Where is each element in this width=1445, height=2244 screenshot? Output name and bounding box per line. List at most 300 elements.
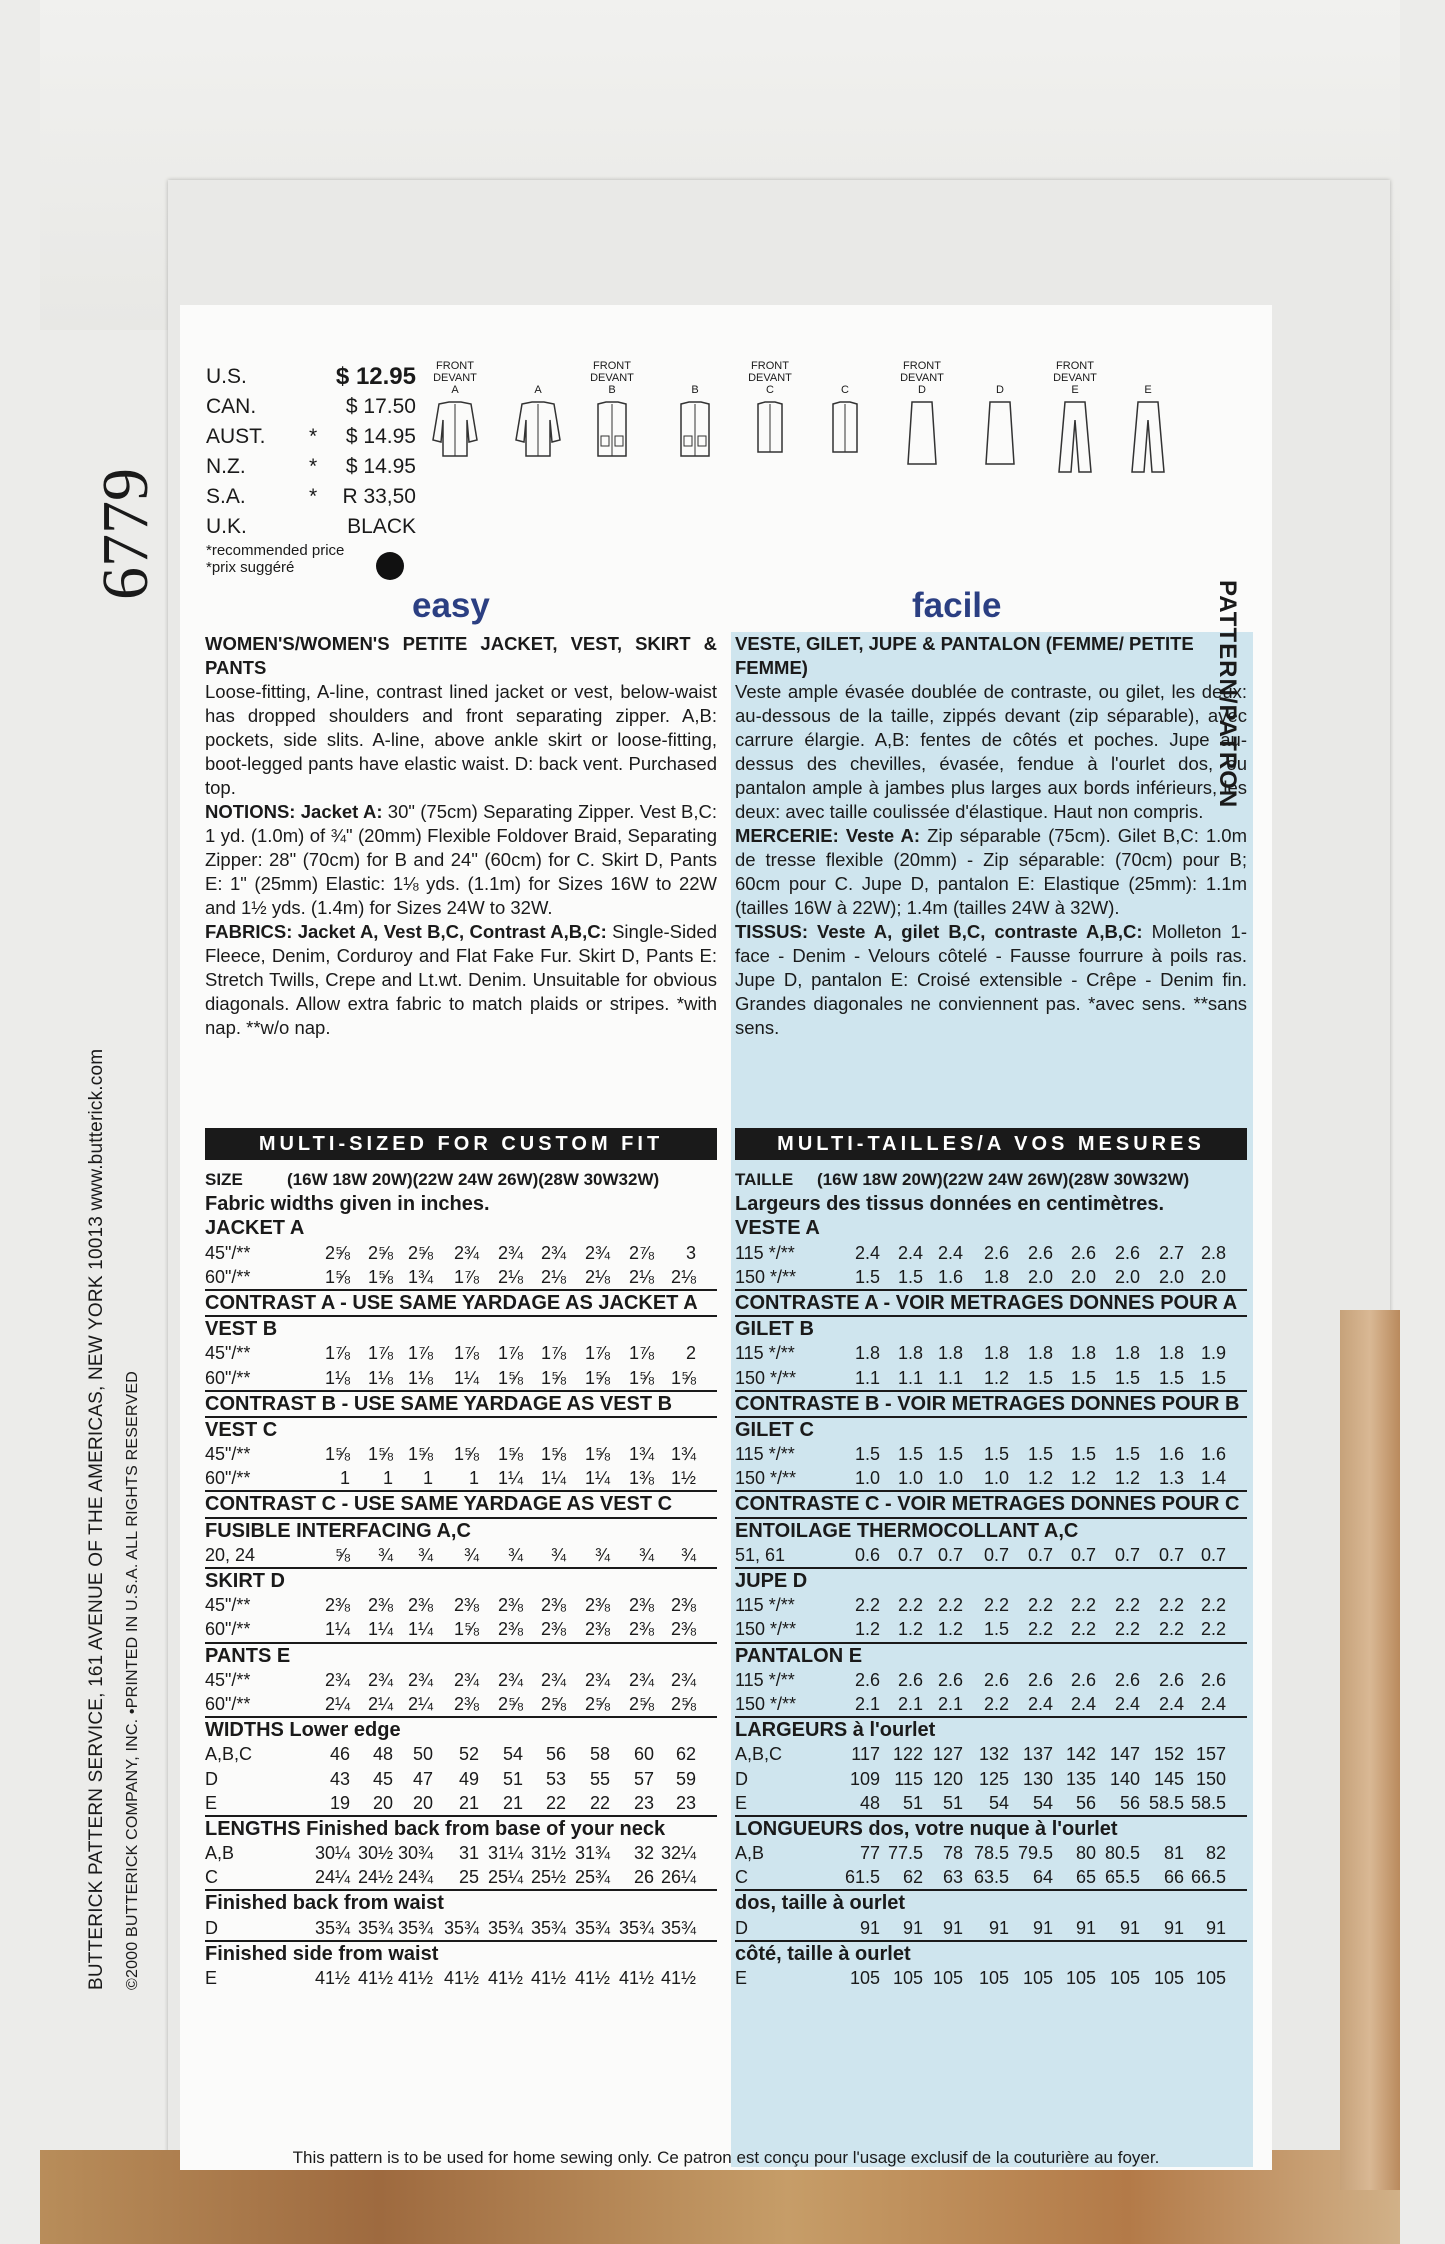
row-label: JACKET A (205, 1217, 305, 1240)
table-cell: 1.8 (1158, 1343, 1184, 1364)
table-cell: 1¾ (407, 1266, 433, 1287)
row-label: D (735, 1917, 748, 1938)
table-row (735, 1366, 1247, 1392)
sketch-devant-label: DEVANT (748, 372, 792, 384)
row-label: 150 */** (735, 1619, 797, 1640)
table-cell: 1.6 (937, 1266, 963, 1287)
table-cell: 35¾ (397, 1917, 433, 1938)
row-label: A,B (205, 1843, 235, 1864)
table-row (735, 1569, 1247, 1593)
table-cell: 63 (942, 1867, 963, 1888)
table-row (205, 1942, 717, 1966)
row-label: 45"/** (205, 1343, 251, 1364)
sketch-devant-label (503, 372, 573, 384)
table-cell: 120 (932, 1768, 963, 1789)
table-cell: 2¾ (497, 1669, 523, 1690)
table-cell: 0.7 (897, 1544, 923, 1565)
garment-icon (503, 400, 573, 476)
table-cell: 0.7 (1158, 1544, 1184, 1565)
table-cell: 1 (468, 1468, 479, 1489)
table-cell: 1.5 (854, 1444, 880, 1465)
sketch-devant-label (965, 372, 1035, 384)
table-cell: 2¾ (670, 1669, 696, 1690)
row-label: 60"/** (205, 1266, 251, 1287)
table-cell: 0.7 (1200, 1544, 1226, 1565)
table-cell: 1.2 (983, 1367, 1009, 1388)
table-cell: 2.6 (1027, 1669, 1053, 1690)
table-row (735, 1593, 1247, 1617)
price-value: $ 14.95 (345, 455, 416, 478)
table-cell: 35¾ (574, 1917, 610, 1938)
row-label: 115 */** (735, 1242, 795, 1263)
table-cell: 0.7 (1070, 1544, 1096, 1565)
table-row (205, 1366, 717, 1392)
table-cell: 2⅝ (497, 1693, 523, 1714)
table-cell: 25 (458, 1867, 479, 1888)
table-cell: ⅝ (334, 1544, 350, 1565)
row-label: TAILLE (735, 1170, 794, 1189)
row-label: A,B (735, 1843, 765, 1864)
french-notions-label: MERCERIE: Veste A: (735, 825, 921, 846)
table-cell: 35¾ (487, 1917, 523, 1938)
table-cell: 1⅞ (367, 1343, 393, 1364)
garment-icon (577, 400, 647, 476)
table-cell: 2⅜ (540, 1619, 566, 1640)
row-label: PANTS E (205, 1644, 291, 1667)
sketch-view-c (810, 360, 880, 476)
table-cell: 2.2 (854, 1595, 880, 1616)
table-cell: 2¾ (584, 1242, 610, 1263)
garment-icon (1040, 400, 1110, 476)
table-cell: 1⅞ (324, 1343, 350, 1364)
price-note: *prix suggéré (206, 559, 295, 576)
sketch-letter: C (766, 384, 774, 396)
table-cell: 1.6 (1200, 1444, 1226, 1465)
table-cell: 1¼ (324, 1619, 350, 1640)
table-row (735, 1916, 1247, 1942)
table-row (205, 1341, 717, 1365)
table-cell: 1.8 (1070, 1343, 1096, 1364)
table-cell: 1⅝ (453, 1444, 479, 1465)
table-cell: 1.5 (854, 1266, 880, 1287)
price-country: U.K. (206, 515, 247, 538)
table-cell: 2.4 (1070, 1693, 1096, 1714)
english-fabrics-label: FABRICS: Jacket A, Vest B,C, Contrast A,B,C: (205, 921, 607, 942)
sketch-letter: A (534, 384, 542, 396)
table-row (205, 1241, 717, 1265)
row-label: SKIRT D (205, 1570, 285, 1592)
table-cell: 137 (1022, 1744, 1053, 1765)
table-cell: 0.7 (937, 1544, 963, 1565)
table-cell: 54 (502, 1744, 523, 1765)
table-cell: 2.6 (1114, 1242, 1140, 1263)
table-cell: 2¾ (453, 1242, 479, 1263)
table-cell: 1.5 (1114, 1444, 1140, 1465)
table-cell: 2.6 (854, 1669, 880, 1690)
table-row (205, 1891, 717, 1915)
publisher-copyright: ©2000 BUTTERICK COMPANY, INC. •PRINTED IN U.S.A. ALL RIGHTS RESERVED (124, 1371, 141, 1990)
table-cell: 1⅝ (497, 1367, 523, 1388)
table-row (735, 1291, 1247, 1317)
row-label: JUPE D (735, 1570, 808, 1592)
table-cell: 1.8 (983, 1266, 1009, 1287)
size-ranges: (16W 18W 20W)(22W 24W 26W)(28W 30W32W) (817, 1170, 1190, 1189)
table-cell: 1.2 (1114, 1468, 1140, 1489)
english-banner: MULTI-SIZED FOR CUSTOM FIT (205, 1128, 717, 1160)
sketch-devant-label (810, 372, 880, 384)
table-cell: 56 (1119, 1792, 1140, 1813)
table-cell: 2.6 (1200, 1669, 1226, 1690)
table-cell: 1.0 (897, 1468, 923, 1489)
table-row (205, 1617, 717, 1643)
table-cell: 2.4 (1158, 1693, 1184, 1714)
row-label: E (205, 1968, 218, 1988)
table-cell: 1 (382, 1468, 393, 1489)
table-cell: 50 (412, 1744, 433, 1765)
garment-icon (1113, 400, 1183, 476)
table-cell: 125 (978, 1768, 1009, 1789)
english-notions (205, 800, 717, 920)
table-cell: 2.4 (937, 1242, 963, 1263)
table-cell: 1⅝ (324, 1266, 350, 1287)
table-cell: ¾ (507, 1544, 523, 1565)
table-cell: 91 (1163, 1917, 1184, 1938)
table-cell: 2⅜ (453, 1693, 479, 1714)
table-cell: 2¾ (497, 1242, 523, 1263)
table-cell: 2.6 (937, 1669, 963, 1690)
price-value: $ 12.95 (335, 363, 416, 390)
table-cell: 82 (1205, 1843, 1226, 1864)
table-cell: 2⅜ (497, 1619, 523, 1640)
table-cell: 1⅝ (628, 1367, 654, 1388)
table-cell: 2⅛ (670, 1266, 696, 1287)
table-cell: 1.8 (1027, 1343, 1053, 1364)
table-cell: 2.0 (1158, 1266, 1184, 1287)
table-cell: 2.2 (1070, 1619, 1096, 1640)
table-cell: 2⅛ (628, 1266, 654, 1287)
table-cell: 53 (545, 1768, 566, 1789)
french-title: VESTE, GILET, JUPE & PANTALON (FEMME/ PETITE FEMME) (735, 633, 1194, 678)
table-cell: 35¾ (443, 1917, 479, 1938)
black-dot-icon (376, 552, 404, 580)
table-cell: 51 (942, 1792, 963, 1813)
price-country: CAN. (206, 395, 257, 418)
table-cell: 35¾ (357, 1917, 393, 1938)
sketch-view-c (735, 360, 805, 476)
table-row (205, 1865, 717, 1891)
table-cell: 2⅝ (324, 1242, 350, 1263)
table-cell: 63.5 (973, 1867, 1009, 1888)
row-label: 115 */** (735, 1669, 795, 1690)
table-row (735, 1692, 1247, 1718)
price-country: N.Z. (206, 455, 246, 478)
table-cell: 91 (1075, 1917, 1096, 1938)
table-cell: 1.5 (897, 1444, 923, 1465)
table-cell: 130 (1022, 1768, 1053, 1789)
easy-label: easy (412, 586, 490, 625)
table-row (735, 1865, 1247, 1891)
table-row (735, 1817, 1247, 1841)
sketch-letter: B (691, 384, 699, 396)
price-value: $ 17.50 (345, 395, 416, 418)
sketch-view-d (965, 360, 1035, 476)
table-row (735, 1644, 1247, 1668)
table-cell: 65.5 (1104, 1867, 1140, 1888)
table-cell: 1.0 (983, 1468, 1009, 1489)
table-cell: 22 (589, 1792, 610, 1813)
table-cell: ¾ (377, 1544, 393, 1565)
english-yardage-table (205, 1168, 717, 1990)
row-label: 51, 61 (735, 1544, 786, 1565)
table-cell: 23 (675, 1792, 696, 1813)
table-cell: ¾ (463, 1544, 479, 1565)
row-label: CONTRASTE B - VOIR METRAGES DONNES POUR B (735, 1392, 1240, 1415)
row-label: A,B,C (205, 1744, 253, 1765)
sketch-view-b (660, 360, 730, 476)
table-cell: 1.2 (854, 1619, 880, 1640)
table-cell: ¾ (550, 1544, 566, 1565)
sketch-letter: B (608, 384, 616, 396)
price-row (206, 482, 416, 512)
table-cell: 145 (1153, 1768, 1184, 1789)
table-row (735, 1241, 1247, 1265)
table-cell: 2⅝ (367, 1242, 393, 1263)
table-cell: 2.2 (1027, 1619, 1053, 1640)
table-cell: ¾ (638, 1544, 654, 1565)
row-label: E (205, 1792, 218, 1813)
table-cell: 1⅝ (584, 1444, 610, 1465)
table-cell: 1.5 (1158, 1367, 1184, 1388)
table-cell: 35¾ (530, 1917, 566, 1938)
table-cell: 1¼ (407, 1619, 433, 1640)
stock-number: 6779 (89, 468, 162, 600)
table-cell: 1.5 (1027, 1444, 1053, 1465)
price-row (206, 512, 416, 542)
table-cell: 2.1 (854, 1693, 880, 1714)
table-cell: 91 (1119, 1917, 1140, 1938)
price-star: * (309, 485, 318, 508)
table-row (735, 1442, 1247, 1466)
garment-icon (660, 400, 730, 476)
table-cell: 135 (1065, 1768, 1096, 1789)
sketch-letter: C (841, 384, 849, 396)
table-cell: 78 (942, 1843, 963, 1864)
table-cell: 78.5 (973, 1843, 1009, 1864)
price-value: BLACK (347, 515, 416, 538)
table-cell: 1¼ (367, 1619, 393, 1640)
table-cell: 2⅜ (540, 1595, 566, 1616)
table-cell: 25½ (530, 1867, 566, 1888)
table-cell: 58.5 (1148, 1792, 1184, 1813)
table-cell: 1⅞ (540, 1343, 566, 1364)
table-cell: 1⅞ (407, 1343, 433, 1364)
table-cell: 142 (1065, 1744, 1096, 1765)
sketch-devant-label: DEVANT (1053, 372, 1097, 384)
table-row (205, 1168, 717, 1192)
row-label: 45"/** (205, 1242, 251, 1263)
table-cell: 105 (932, 1968, 963, 1988)
table-cell: 1 (422, 1468, 433, 1489)
sketch-view-d (887, 360, 957, 476)
row-label: LONGUEURS dos, votre nuque à l'ourlet (735, 1817, 1118, 1840)
table-row (205, 1692, 717, 1718)
sketch-letter: D (918, 384, 926, 396)
french-yardage-table (735, 1168, 1247, 1990)
table-cell: 54 (1032, 1792, 1053, 1813)
row-label: Finished back from waist (205, 1892, 444, 1915)
table-cell: 2.4 (854, 1242, 880, 1263)
table-cell: 1.3 (1158, 1468, 1184, 1489)
table-cell: 2⅛ (540, 1266, 566, 1287)
table-cell: 56 (1075, 1792, 1096, 1813)
table-cell: 35¾ (660, 1917, 696, 1938)
table-cell: 2.4 (1200, 1693, 1226, 1714)
table-cell: 0.6 (854, 1544, 880, 1565)
table-cell: 26¼ (660, 1867, 696, 1888)
table-cell: 58.5 (1190, 1792, 1226, 1813)
row-label: GILET B (735, 1318, 814, 1341)
table-cell: 54 (988, 1792, 1009, 1813)
table-cell: 105 (1195, 1968, 1226, 1988)
sketch-front-label (965, 360, 1035, 372)
row-label: 150 */** (735, 1468, 797, 1489)
table-cell: 2.0 (1027, 1266, 1053, 1287)
table-cell: 2¼ (367, 1693, 393, 1714)
table-cell: 30½ (357, 1843, 393, 1864)
table-cell: 30¼ (314, 1843, 350, 1864)
table-cell: 1.2 (937, 1619, 963, 1640)
table-cell: 1¼ (584, 1468, 610, 1489)
price-country: U.S. (206, 365, 247, 388)
table-cell: 2.2 (1200, 1595, 1226, 1616)
table-cell: 1⅝ (670, 1367, 696, 1388)
table-cell: 31½ (530, 1843, 566, 1864)
table-cell: 1¼ (497, 1468, 523, 1489)
table-cell: 2.2 (1027, 1595, 1053, 1616)
row-label: FUSIBLE INTERFACING A,C (205, 1519, 471, 1542)
table-cell: 2⅜ (453, 1595, 479, 1616)
table-cell: 1⅞ (628, 1343, 654, 1364)
table-cell: 1.8 (937, 1343, 963, 1364)
table-cell: 1.0 (854, 1468, 880, 1489)
table-cell: 60 (633, 1744, 654, 1765)
row-label: CONTRASTE A - VOIR METRAGES DONNES POUR A (735, 1291, 1238, 1314)
row-label: 115 */** (735, 1444, 795, 1465)
table-row (735, 1742, 1247, 1766)
table-cell: 1⅝ (324, 1444, 350, 1465)
table-cell: 2⅜ (584, 1595, 610, 1616)
table-cell: 127 (932, 1744, 963, 1765)
table-cell: 66 (1163, 1867, 1184, 1888)
english-notions-text: 30" (75cm) Separating Zipper. Vest B,C: 1 yd. (1.0m) of ¾" (20mm) Flexible Foldover Braid, Separating Zipper: 28" (70cm) for B and 24" (60cm) for C. Skirt D, Pants E: 1" (25mm) Elastic: 1⅛ yds. (1.1m) for Sizes 16W to 22W and 1½ yds. (1.4m) for Sizes 24W to 32W. (205, 801, 718, 918)
price-star: * (309, 455, 318, 478)
table-cell: 1⅝ (540, 1367, 566, 1388)
table-cell: 2⅝ (628, 1693, 654, 1714)
table-cell: 2⅜ (628, 1595, 654, 1616)
row-label: 150 */** (735, 1266, 797, 1287)
table-cell: 1⅛ (367, 1367, 393, 1388)
table-cell: 2.2 (937, 1595, 963, 1616)
row-label: 45"/** (205, 1444, 251, 1465)
table-cell: 2.4 (1114, 1693, 1140, 1714)
table-cell: 31 (458, 1843, 479, 1864)
table-cell: 2.1 (937, 1693, 963, 1714)
table-cell: 2.2 (983, 1693, 1009, 1714)
sketch-view-a (420, 360, 490, 476)
table-cell: 2.2 (1070, 1595, 1096, 1616)
table-row (735, 1317, 1247, 1341)
sketch-letter: D (996, 384, 1004, 396)
french-desc-text: Veste ample évasée doublée de contraste, ou gilet, les deux: au-dessous de la taille, zippés devant (zip séparable), avec carrure élargie. A,B: fentes de côtés et poches. Jupe au-dessus des chevilles, évasée, fendue à l'ourlet dos, ou pantalon ample à jambes plus larges aux bords inférieurs, les deux: avec taille coulissée d'élastique. Haut non compris. (735, 681, 1247, 822)
table-cell: 35¾ (618, 1917, 654, 1938)
table-row (205, 1519, 717, 1543)
english-description (205, 632, 717, 1040)
table-cell: 2.2 (1158, 1595, 1184, 1616)
table-cell: 2¼ (407, 1693, 433, 1714)
table-cell: 1.6 (1158, 1444, 1184, 1465)
row-label: VEST B (205, 1318, 278, 1341)
table-row (735, 1718, 1247, 1742)
table-cell: 1.1 (937, 1367, 963, 1388)
table-cell: 1.2 (897, 1619, 923, 1640)
table-cell: 41½ (357, 1968, 393, 1988)
table-row (205, 1791, 717, 1817)
table-cell: 2¾ (584, 1669, 610, 1690)
table-row (205, 1742, 717, 1766)
table-cell: 157 (1195, 1744, 1226, 1765)
table-cell: 21 (458, 1792, 479, 1813)
table-row (205, 1543, 717, 1569)
row-label: VESTE A (735, 1217, 820, 1240)
table-cell: 109 (849, 1768, 880, 1789)
garment-icon (810, 400, 880, 476)
table-cell: 25¾ (574, 1867, 610, 1888)
table-cell: 31¼ (487, 1843, 523, 1864)
row-label: 20, 24 (205, 1544, 256, 1565)
table-cell: 61.5 (844, 1867, 880, 1888)
sketch-view-e (1113, 360, 1183, 476)
sketch-letter: A (451, 384, 459, 396)
sketch-devant-label: DEVANT (590, 372, 634, 384)
table-cell: 59 (675, 1768, 696, 1789)
table-cell: 2¾ (628, 1669, 654, 1690)
table-row (735, 1192, 1247, 1216)
row-label: VEST C (205, 1418, 278, 1441)
table-cell: 1.2 (1070, 1468, 1096, 1489)
row-label: Finished side from waist (205, 1942, 439, 1965)
table-cell: 1⅝ (540, 1444, 566, 1465)
sketch-front-label (660, 360, 730, 372)
row-label: CONTRAST C - USE SAME YARDAGE AS VEST C (205, 1493, 673, 1516)
table-cell: 46 (329, 1744, 350, 1765)
table-cell: 152 (1153, 1744, 1184, 1765)
row-label: LENGTHS Finished back from base of your neck (205, 1817, 666, 1840)
table-cell: 77.5 (887, 1843, 923, 1864)
table-cell: 2.4 (1027, 1693, 1053, 1714)
table-cell: 1¼ (540, 1468, 566, 1489)
english-fabrics-text: Single-Sided Fleece, Denim, Corduroy and Flat Fake Fur. Skirt D, Pants E: Stretch Twills, Crepe and Lt.wt. Denim. Unsuitable for obvious diagonals. Allow extra fabric to match plaids or stripes. *with nap. **w/o nap. (205, 921, 717, 1038)
table-row (205, 1492, 717, 1518)
table-cell: 41½ (530, 1968, 566, 1988)
price-country: S.A. (206, 485, 246, 508)
table-cell: 65 (1075, 1867, 1096, 1888)
table-cell: 150 (1195, 1768, 1226, 1789)
table-cell: 58 (589, 1744, 610, 1765)
table-cell: 0.7 (983, 1544, 1009, 1565)
french-fabrics-text: Molleton 1-face - Denim - Velours côtelé - Fausse fourrure à poils ras. Jupe D, pantalon E: Croisé extensible - Crêpe - Denim fin. Grandes diagonales ne conviennent pas. *avec sens. **sans sens. (735, 921, 1248, 1038)
sketch-front-label: FRONT (1056, 360, 1094, 372)
table-cell: 105 (1109, 1968, 1140, 1988)
